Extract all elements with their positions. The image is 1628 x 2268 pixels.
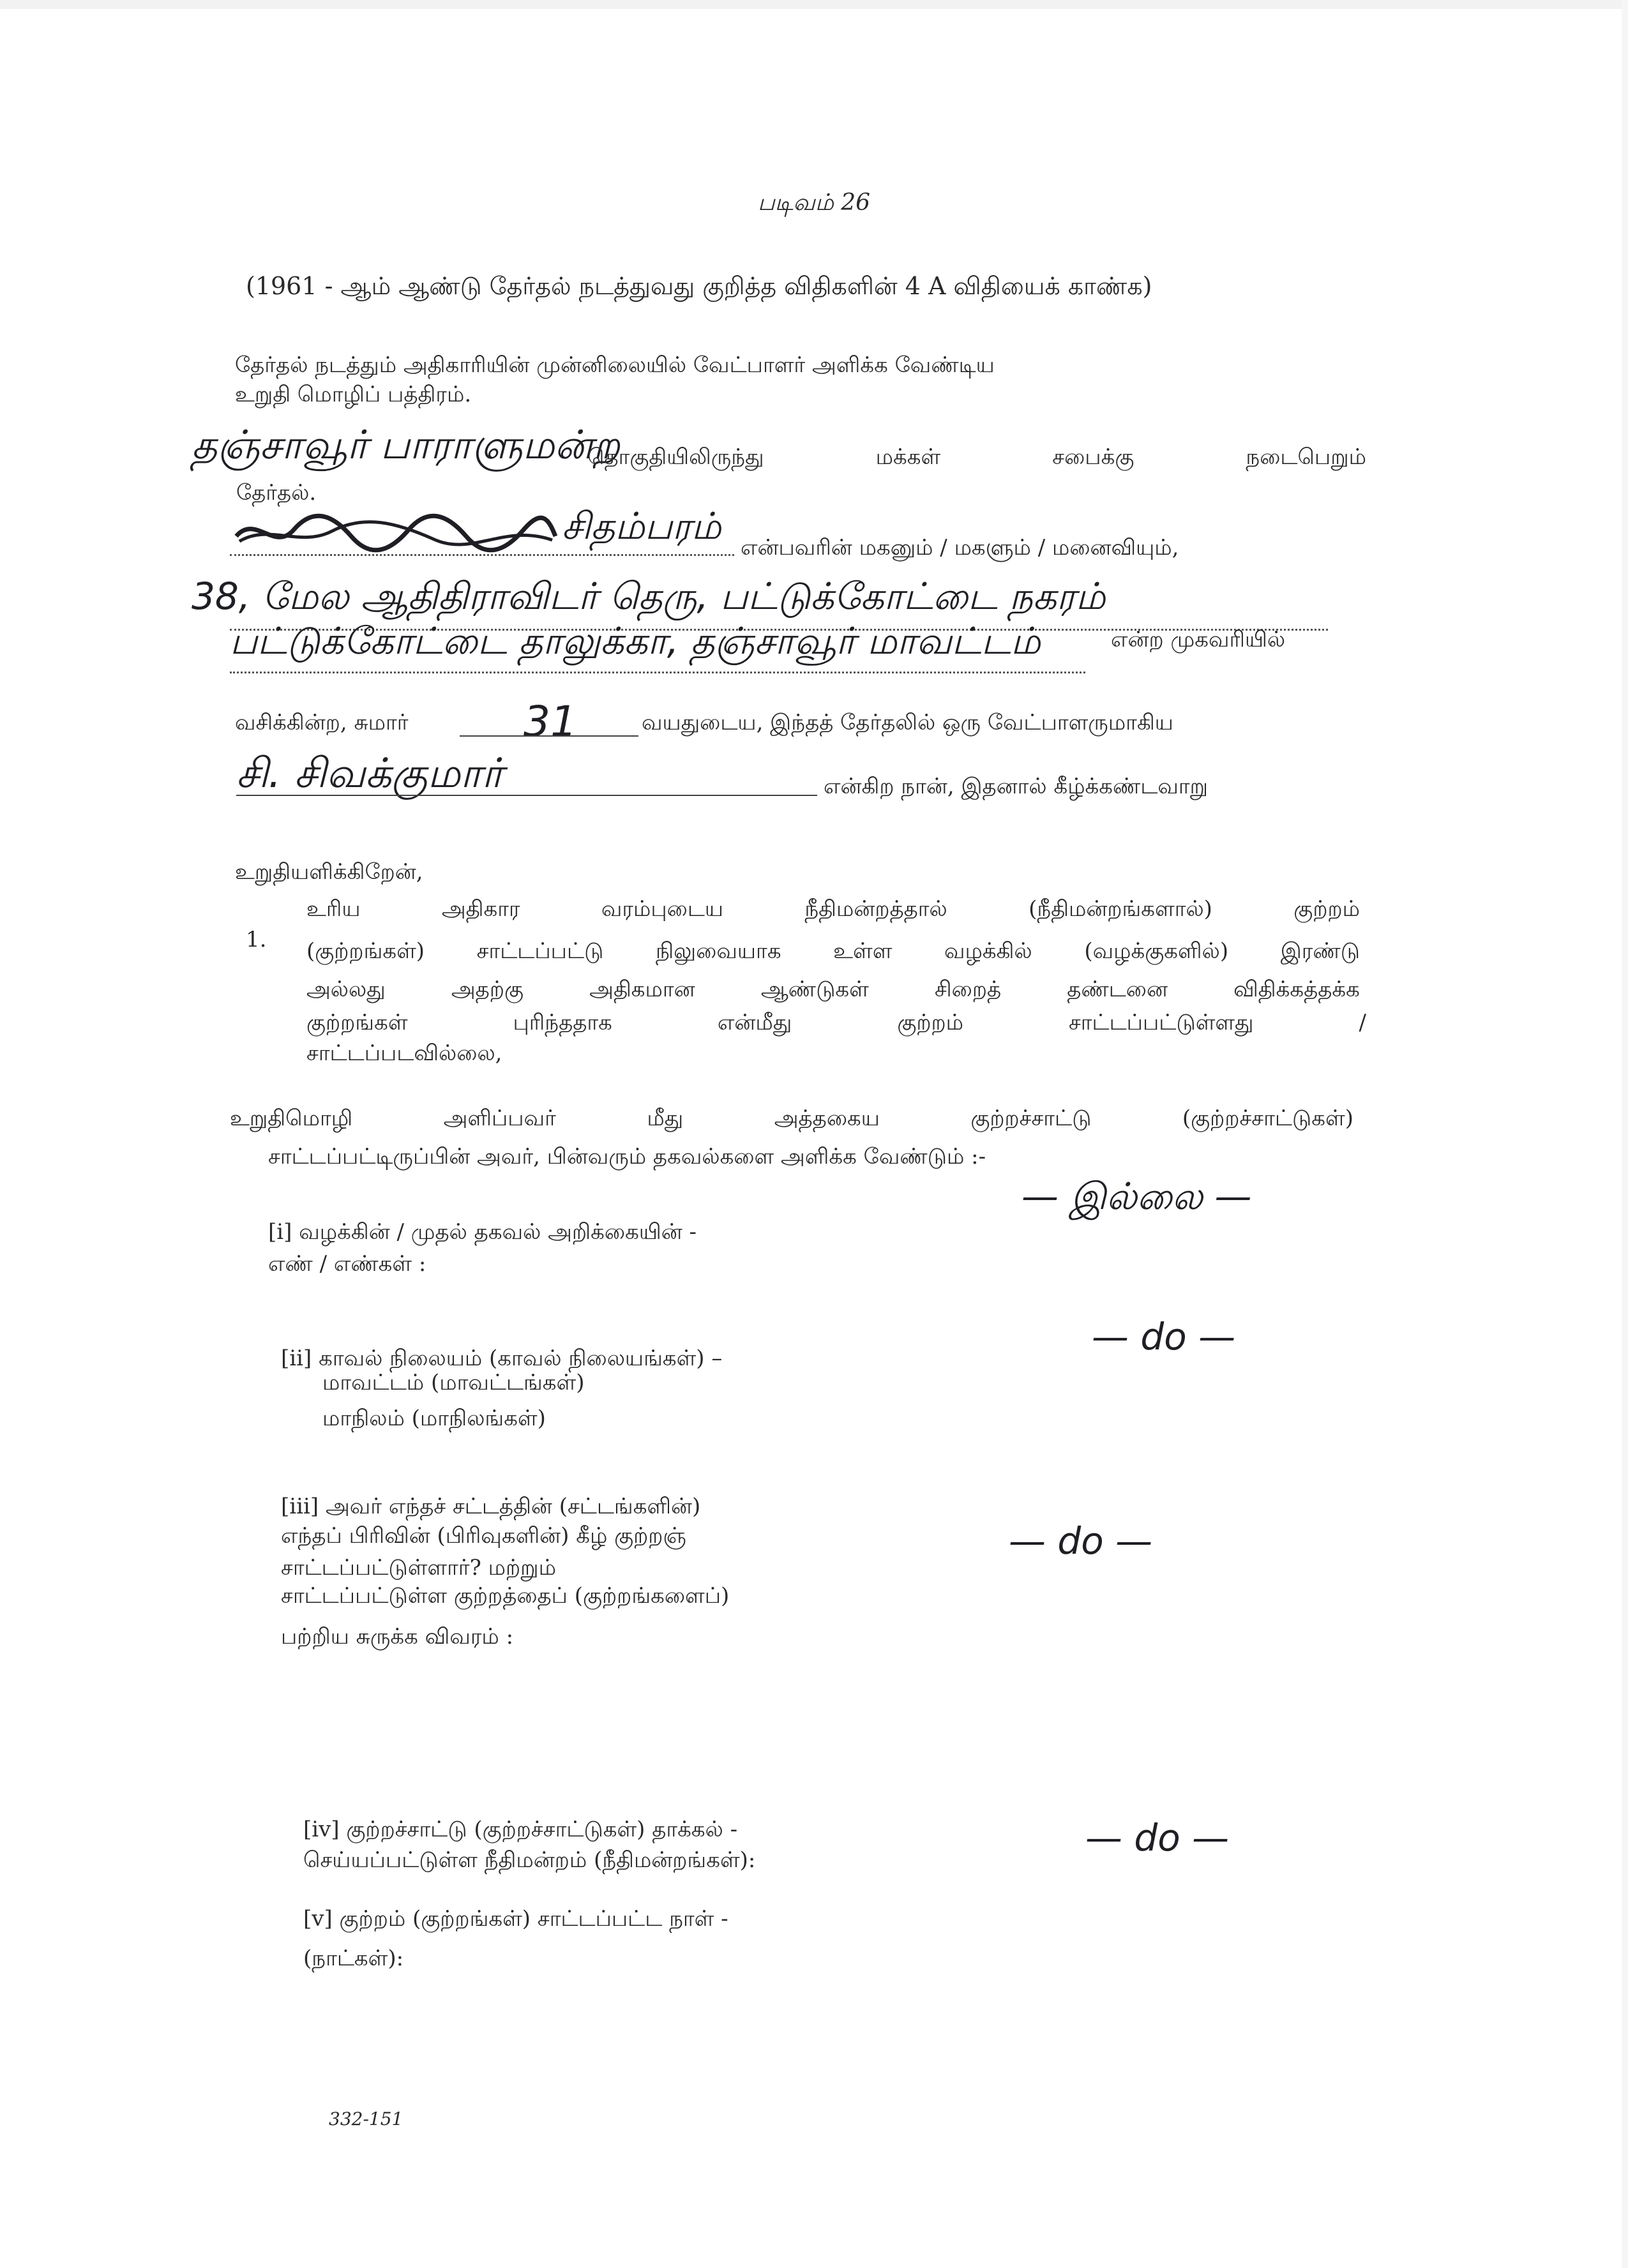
clause-word: புரிந்ததாக: [513, 1010, 612, 1035]
heading-line-2: உறுதி மொழிப் பத்திரம்.: [235, 382, 472, 407]
parent-suffix: என்பவரின் மகனும் / மகளும் / மனைவியும்,: [741, 535, 1179, 560]
clause-word: வழக்கில்: [944, 938, 1032, 964]
item-iii-line-2: எந்தப் பிரிவின் (பிரிவுகளின்) கீழ் குற்றஞ்: [281, 1523, 686, 1549]
candidate-name-line: [236, 795, 817, 796]
paper-right-edge: [1622, 0, 1628, 2268]
handwritten-address-line-1: 38, மேல ஆதிதிராவிடர் தெரு, பட்டுக்கோட்டை நகரம்: [192, 575, 1106, 618]
item-v-line-2: (நாட்கள்):: [303, 1946, 404, 1971]
para-word: உறுதிமொழி: [230, 1106, 353, 1131]
item-iii-line-4: சாட்டப்பட்டுள்ள குற்றத்தைப் (குற்றங்களைப்): [281, 1583, 730, 1609]
handwritten-age: 31: [524, 697, 577, 746]
handwritten-candidate-name: சி. சிவக்குமார்: [236, 750, 503, 797]
handwritten-answer-iii: — do —: [1009, 1519, 1153, 1563]
clause-1-line-4: [306, 1010, 1366, 1035]
age-suffix: வயதுடைய, இந்தத் தேர்தலில் ஒரு வேட்பாளருமாகிய: [642, 710, 1173, 735]
item-iv-line-2: செய்யப்பட்டுள்ள நீதிமன்றம் (நீதிமன்றங்கள்):: [303, 1847, 756, 1873]
para-word: அத்தகைய: [774, 1106, 880, 1131]
address-line-2-rule: [230, 672, 1085, 673]
age-line: [460, 735, 638, 737]
para-2-line-2: சாட்டப்பட்டிருப்பின் அவர், பின்வரும் தகவல்களை அளிக்க வேண்டும் :-: [268, 1144, 986, 1169]
item-ii-line-3: மாநிலம் (மாநிலங்கள்): [322, 1406, 546, 1431]
clause-1-number: 1.: [246, 927, 267, 952]
para-word: அளிப்பவர்: [443, 1106, 556, 1131]
clause-word: குற்றம்: [897, 1010, 963, 1035]
handwritten-address-line-2: பட்டுக்கோட்டை தாலுக்கா, தஞ்சாவூர் மாவட்டம்: [230, 619, 1041, 663]
para-word: குற்றச்சாட்டு: [970, 1106, 1092, 1131]
clause-word: ஆண்டுகள்: [760, 977, 869, 1002]
suffix-word: சபைக்கு: [1052, 444, 1134, 470]
item-iii-line-3: சாட்டப்பட்டுள்ளார்? மற்றும்: [281, 1555, 556, 1581]
clause-word: /: [1359, 1010, 1366, 1035]
clause-word: உரிய: [306, 896, 361, 922]
item-i-line-1: [i] வழக்கின் / முதல் தகவல் அறிக்கையின் -: [268, 1219, 697, 1245]
clause-1-line-1: [306, 896, 1360, 922]
clause-word: என்மீது: [717, 1010, 792, 1035]
item-ii-line-2: மாவட்டம் (மாவட்டங்கள்): [322, 1370, 585, 1395]
handwritten-answer-ii: — do —: [1092, 1315, 1236, 1358]
item-ii-line-1: [ii] காவல் நிலையம் (காவல் நிலையங்கள்) –: [281, 1346, 723, 1371]
clause-word: உள்ள: [833, 938, 893, 964]
affirm-line: உறுதியளிக்கிறேன்,: [235, 859, 423, 885]
item-iv-line-1: [iv] குற்றச்சாட்டு (குற்றச்சாட்டுகள்) தாக்கல் -: [303, 1817, 738, 1842]
handwritten-answer-i: — இல்லை —: [1021, 1175, 1252, 1218]
clause-word: தண்டனை: [1067, 977, 1168, 1002]
clause-word: (நீதிமன்றங்களால்): [1029, 896, 1212, 922]
struck-out-name-scribble: [230, 511, 562, 555]
para-2-line-1: [230, 1106, 1353, 1131]
clause-1-line-3: [306, 977, 1360, 1002]
item-iii-line-1: [iii] அவர் எந்தச் சட்டத்தின் (சட்டங்களின்): [281, 1494, 701, 1519]
footer-code: 332-151: [329, 2108, 403, 2129]
heading-line-1: தேர்தல் நடத்தும் அதிகாரியின் முன்னிலையில் வேட்பாளர் அளிக்க வேண்டிய: [235, 352, 995, 378]
clause-word: நிலுவையாக: [656, 938, 781, 964]
suffix-word: நடைபெறும்: [1246, 444, 1366, 470]
clause-word: அதற்கு: [451, 977, 524, 1002]
rule-reference: (1961 - ஆம் ஆண்டு தேர்தல் நடத்துவது குறித்த விதிகளின் 4 A விதியைக் காண்க): [246, 272, 1152, 300]
item-i-line-2: எண் / எண்கள் :: [268, 1251, 426, 1277]
handwritten-parent-name: சிதம்பரம்: [562, 504, 721, 548]
election-word: தேர்தல்.: [236, 480, 317, 506]
age-prefix: வசிக்கின்ற, சுமார்: [235, 710, 409, 735]
item-v-line-1: [v] குற்றம் (குற்றங்கள்) சாட்டப்பட்ட நாள் -: [303, 1906, 728, 1932]
clause-word: விதிக்கத்தக்க: [1233, 977, 1360, 1002]
clause-word: குற்றம்: [1293, 896, 1360, 922]
handwritten-answer-iv: — do —: [1085, 1816, 1230, 1859]
clause-word: அல்லது: [306, 977, 386, 1002]
para-word: (குற்றச்சாட்டுகள்): [1182, 1106, 1353, 1131]
address-suffix: என்ற முகவரியில்: [1111, 627, 1286, 652]
suffix-word: தொகுதியிலிருந்து: [587, 444, 764, 470]
clause-word: நீதிமன்றத்தால்: [804, 896, 947, 922]
suffix-word: மக்கள்: [875, 444, 941, 470]
constituency-suffix: [587, 444, 1366, 470]
clause-1-last-line: சாட்டப்படவில்லை,: [306, 1040, 502, 1066]
clause-word: சாட்டப்பட்டுள்ளது: [1068, 1010, 1254, 1035]
handwritten-constituency: தஞ்சாவூர் பாராளுமன்ற: [192, 421, 620, 468]
clause-word: (குற்றங்கள்): [306, 938, 425, 964]
clause-word: அதிகமான: [589, 977, 695, 1002]
clause-word: (வழக்குகளில்): [1084, 938, 1229, 964]
clause-word: சாட்டப்பட்டு: [476, 938, 604, 964]
clause-word: இரண்டு: [1280, 938, 1360, 964]
clause-1-line-2: [306, 938, 1360, 964]
name-suffix: என்கிற நான், இதனால் கீழ்க்கண்டவாறு: [824, 774, 1209, 799]
paper-top-edge: [0, 0, 1628, 9]
form-title: படிவம் 26: [757, 190, 871, 216]
item-iii-line-5: பற்றிய சுருக்க விவரம் :: [281, 1624, 514, 1649]
parent-name-line: [230, 554, 734, 556]
para-word: மீது: [647, 1106, 684, 1131]
clause-word: சிறைத்: [935, 977, 1002, 1002]
clause-word: வரம்புடைய: [601, 896, 724, 922]
clause-word: அதிகார: [441, 896, 520, 922]
clause-word: குற்றங்கள்: [306, 1010, 408, 1035]
